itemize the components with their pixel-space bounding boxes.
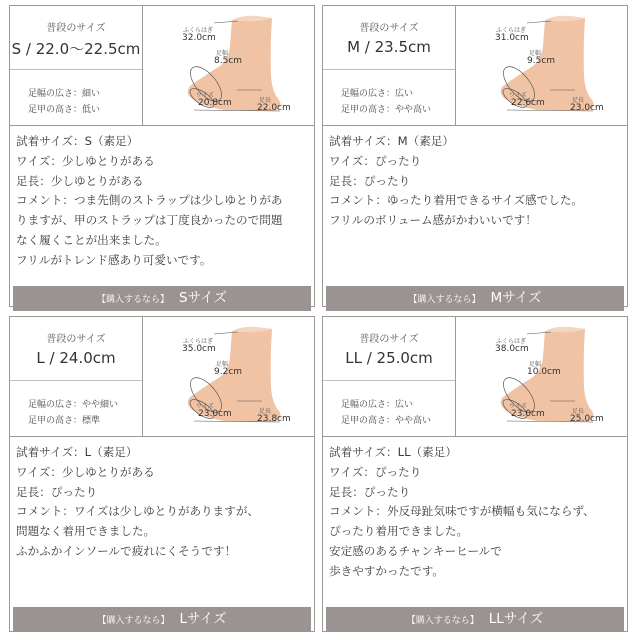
fitting-comment [16,132,310,271]
buy-size-button[interactable] [326,607,624,632]
instep-label: 足幅 [216,361,229,368]
calf-value: 32.0cm [182,33,216,43]
length-value: 22.0cm [257,103,291,113]
size-card-0 [9,5,315,307]
calf-label: ふくらはぎ [496,338,527,345]
comment-line: コメント：ゆったり着用できるサイズ感でした。 [329,193,584,208]
width-value: 20.8cm [198,98,232,108]
fitting-comment [329,443,623,582]
comment-line: 歩きやすかったです。 [329,563,445,578]
usual-size-label: 普段のサイズ [359,334,419,345]
size-info [323,6,456,125]
buy-prefix: 【購入するなら】 [96,295,169,305]
foot-diagram [457,6,628,125]
width-label: ワイズ [196,403,214,410]
comment-line: 足長：少しゆとりがある [16,173,144,188]
width-label: ワイズ [509,92,527,99]
card-header [323,6,627,126]
card-header [10,317,314,437]
calf-label: ふくらはぎ [183,338,214,345]
fitting-comment [16,443,310,562]
width-label: ワイズ [509,403,527,410]
usual-size-label: 普段のサイズ [46,334,106,345]
instep-value: 10.0cm [527,367,561,377]
length-value: 23.0cm [570,103,604,113]
comment-line: コメント：つま先側のストラップは少しゆとりがあ [16,193,283,208]
width-value: 23.0cm [198,409,232,419]
comment-line: 足長：ぴったり [329,173,411,188]
buy-size: Sサイズ [179,290,227,306]
comment-line: ワイズ：少しゆとりがある [16,153,155,168]
calf-label: ふくらはぎ [496,27,527,34]
instep-height-text: 足甲の高さ：低い [28,105,101,115]
foot-width-text: 足幅の広さ：細い [28,89,101,99]
length-label: 足長 [572,408,585,415]
instep-value: 9.5cm [527,56,556,66]
usual-size-label: 普段のサイズ [46,23,106,34]
comment-line: フリルのボリューム感がかわいいです！ [329,213,537,228]
size-card-1 [322,5,628,307]
usual-size-value: L / 24.0cm [36,349,116,367]
width-value: 23.0cm [511,409,545,419]
comment-line: コメント：外反母趾気味ですが横幅も気にならず、 [329,504,595,519]
length-value: 23.8cm [257,414,291,424]
comment-line: 安定感のあるチャンキーヒールで [329,543,502,558]
card-header [10,6,314,126]
calf-value: 38.0cm [495,344,529,354]
buy-size: Mサイズ [490,290,542,306]
calf-value: 31.0cm [495,33,529,43]
size-info [10,6,143,125]
length-label: 足長 [259,97,272,104]
card-header [323,317,627,437]
comment-line: 試着サイズ：L（素足） [16,445,138,459]
instep-value: 9.2cm [214,367,243,377]
buy-size-button[interactable] [13,607,311,632]
fitting-comment [329,132,623,231]
buy-size: LLサイズ [488,611,544,627]
length-label: 足長 [259,408,272,415]
calf-label: ふくらはぎ [183,27,214,34]
width-value: 22.6cm [511,98,545,108]
usual-size-value: M / 23.5cm [347,38,431,56]
comment-line: 試着サイズ：S（素足） [16,134,139,148]
foot-width-text: 足幅の広さ：やや細い [28,400,119,410]
comment-line: ワイズ：ぴったり [329,153,422,168]
size-card-2 [9,316,315,632]
comment-line: ワイズ：少しゆとりがある [16,464,155,479]
foot-width-text: 足幅の広さ：広い [341,400,414,410]
buy-prefix: 【購入するなら】 [406,616,479,626]
instep-label: 足幅 [529,50,542,57]
buy-size-button[interactable] [326,286,624,311]
comment-line: なく履くことが出来ました。 [16,232,167,247]
instep-height-text: 足甲の高さ：標準 [28,416,101,426]
instep-label: 足幅 [216,50,229,57]
comment-line: フリルがトレンド感あり可愛いです。 [16,252,212,267]
size-info [323,317,456,436]
buy-prefix: 【購入するなら】 [97,616,170,626]
buy-size: Lサイズ [179,611,227,627]
usual-size-value: LL / 25.0cm [345,349,433,367]
size-card-3 [322,316,628,632]
width-label: ワイズ [196,92,214,99]
foot-diagram [144,6,315,125]
comment-line: 足長：ぴったり [329,484,411,499]
instep-value: 8.5cm [214,56,243,66]
foot-diagram [144,317,315,436]
comment-line: 試着サイズ：LL（素足） [329,445,457,459]
comment-line: ふかふかインソールで疲れにくそうです！ [16,543,237,558]
buy-size-button[interactable] [13,286,311,311]
comment-line: りますが、甲のストラップは丁度良かったので問題 [16,213,283,228]
instep-label: 足幅 [529,361,542,368]
comment-line: 足長：ぴったり [16,484,98,499]
comment-line: 試着サイズ：M（素足） [329,134,455,148]
length-label: 足長 [572,97,585,104]
instep-height-text: 足甲の高さ：やや高い [341,416,432,426]
calf-value: 35.0cm [182,344,216,354]
comment-line: 問題なく着用できました。 [16,524,156,539]
usual-size-value: S / 22.0〜22.5cm [11,40,141,58]
usual-size-label: 普段のサイズ [359,23,419,34]
foot-diagram [457,317,628,436]
instep-height-text: 足甲の高さ：やや高い [341,105,432,115]
comment-line: コメント：ワイズは少しゆとりがありますが、 [16,504,260,519]
buy-prefix: 【購入するなら】 [408,295,481,305]
length-value: 25.0cm [570,414,604,424]
foot-width-text: 足幅の広さ：広い [341,89,414,99]
comment-line: ぴったり着用できました。 [329,524,469,539]
size-info [10,317,143,436]
comment-line: ワイズ：ぴったり [329,464,422,479]
